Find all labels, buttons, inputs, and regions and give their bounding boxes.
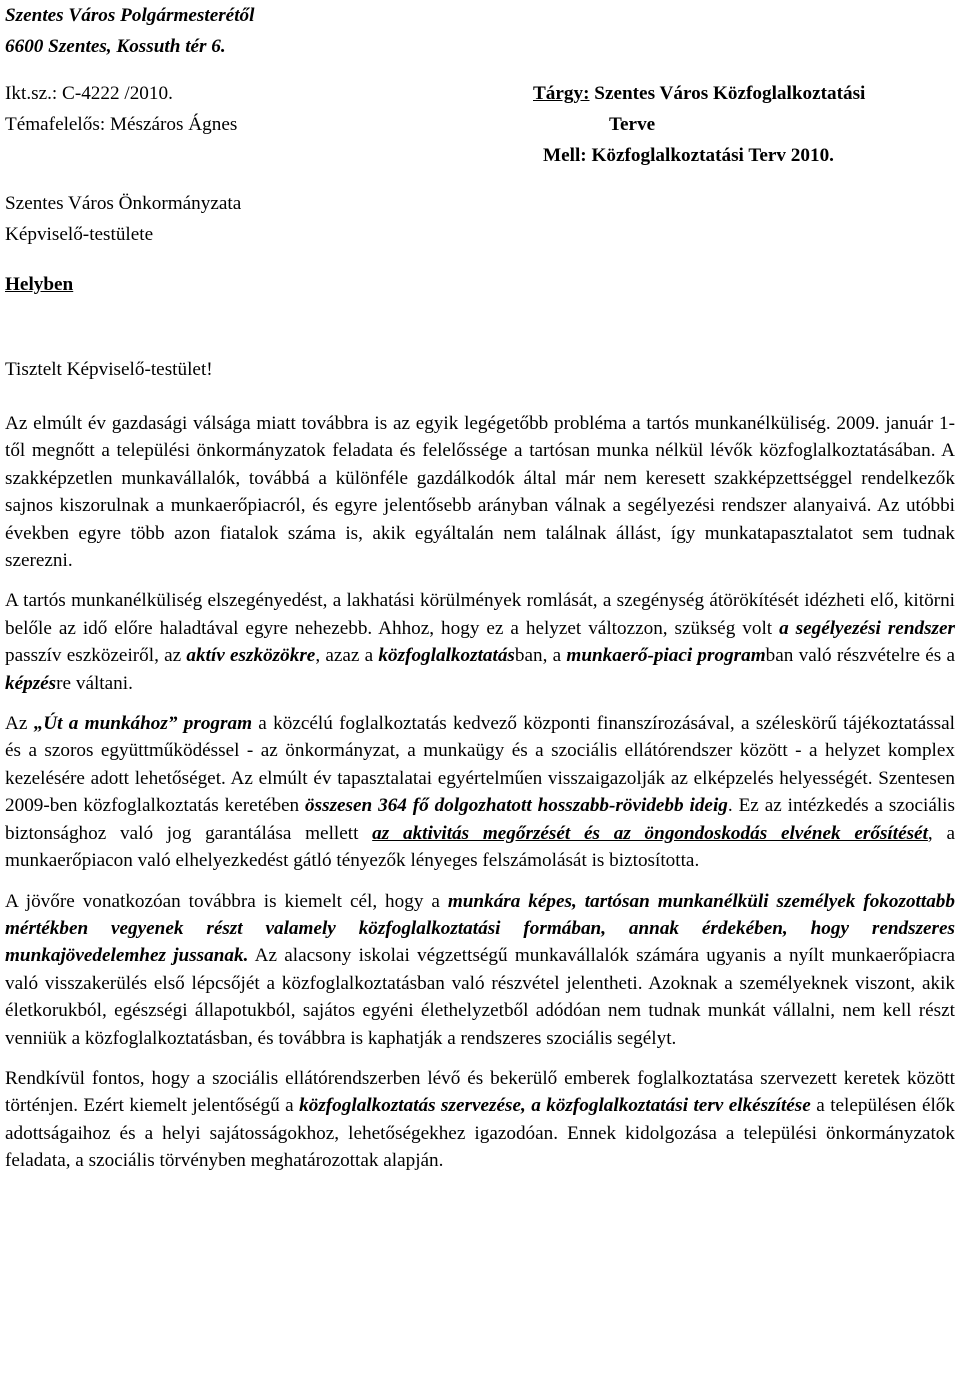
addressee-line-2: Képviselő-testülete [5,224,154,245]
paragraph-text: ban való részvételre és a [765,645,955,667]
emphasis-text: közfoglalkoztatás [378,645,515,667]
file-number: Ikt.sz.: C-4222 /2010. [5,83,173,104]
letter-page [5,0,955,1400]
emphasis-text: összesen 364 fő dolgozhatott hosszabb-rövidebb ideig [305,795,728,817]
paragraph-text: passzív eszközeiről, az [5,645,187,667]
sender-block [5,0,254,62]
body-paragraph-3 [5,710,955,874]
paragraph-text: a településen élők adottságaihoz és a helyi sajátosságokhoz, lehetőségekhez igazodóan. Ennek kidolgozása a települési önkormányzatok feladata, a szociális törvényben meghatározottak alapján. [5,1095,955,1172]
body-paragraph-1 [5,410,955,574]
body-paragraph-4 [5,888,955,1052]
attachment-line: Mell: Közfoglalkoztatási Terv 2010. [543,145,834,166]
paragraph-text: A jövőre vonatkozóan továbbra is kiemelt cél, hogy a [5,890,448,912]
emphasis-text: munkára képes, tartósan munkanélküli személyek fokozottabb mértékben vegyenek részt valamely közfoglalkoztatási formában, annak érdekében, hogy rendszeres munkajövedelemhez jussanak. [5,890,955,967]
subject-continuation: Terve [609,114,656,135]
addressee-line-1: Szentes Város Önkormányzata [5,193,242,214]
emphasis-text: a segélyezési rendszer [779,617,955,639]
emphasis-text: aktív eszközökre [186,645,316,667]
paragraph-text: , a munkaerőpiacon való elhelyezkedést gátló tényezők lényeges felszámolását is biztosította. [5,822,955,872]
case-officer: Témafelelős: Mészáros Ágnes [5,114,238,135]
body-paragraph-5 [5,1065,955,1175]
addressee-block [5,188,241,250]
sender-address: 6600 Szentes, Kossuth tér 6. [5,36,226,57]
subject-text: Szentes Város Közfoglalkoztatási [589,83,866,104]
paragraph-text: Az alacsony iskolai végzettségű munkavállalók számára ugyanis a nyílt munkaerőpiacra való visszakerülés első lépcsőjét a közfoglalkoztatásban való részvétel jelentheti. Azoknak a személyeknek viszont, akik életkorukból, egészségi állapotukból, sajátos egyéni élethelyzetből adódóan nem tudnak munkát vállalni, nem kell részt venniük a közfoglalkoztatásban, és továbbra is kaphatják a rendszeres szociális segélyt. [5,945,955,1049]
sender-name: Szentes Város Polgármesterétől [5,5,255,26]
subject-block [533,78,865,171]
emphasis-text: az aktivitás megőrzését és az öngondoskodás elvének erősítését [372,822,928,844]
salutation: Tisztelt Képviselő-testület! [5,359,213,380]
subject-label: Tárgy: [533,83,590,104]
paragraph-text: Rendkívül fontos, hogy a szociális ellátórendszerben lévő és bekerülő emberek foglalkoztatása szervezett keretek között történjen. Ezért kiemelt jelentőségű a [5,1067,955,1117]
paragraph-text: Az [5,713,34,735]
paragraph-text: . Ez az intézkedés a szociális biztonsághoz való jog garantálása mellett [5,795,955,844]
locality-label: Helyben [5,274,74,295]
paragraph-text: A tartós munkanélküliség elszegényedést, a lakhatási körülmények romlását, a szegénység átörökítését idézheti elő, kitörni belőle az idő előre haladtával egyre nehezebb. Ahhoz, hogy ez a helyzet változzon, szükség volt [5,590,955,639]
letter-body [5,410,955,1188]
subject-line [533,78,865,109]
paragraph-text: ban, a [514,645,567,667]
paragraph-text: a közcélú foglalkoztatás kedvező központi finanszírozásával, a széleskörű tájékoztatással és a szoros együttműködéssel - az önkormányzat, a munkaügy és a szociális ellátórendszer között - a helyzet komplex kezelésére adott lehetőséget. Az elmúlt év tapasztalatai egyértelműen visszaigazolják az elképzelés helyességét. Szentesen 2009-ben közfoglalkoztatás keretében [5,713,955,817]
paragraph-text: re váltani. [56,672,133,694]
body-paragraph-2 [5,587,955,697]
emphasis-text: képzés [5,672,57,694]
emphasis-text: „Út a munkához” program [33,713,252,735]
reference-block [5,78,237,140]
emphasis-text: munkaerő-piaci program [566,645,766,667]
paragraph-text: , azaz a [315,645,379,667]
emphasis-text: közfoglalkoztatás szervezése, a közfoglalkoztatási terv elkészítése [299,1095,811,1117]
paragraph-text: Az elmúlt év gazdasági válsága miatt továbbra is az egyik legégetőbb probléma a tartós munkanélküliség. 2009. január 1-től megnőtt a települési önkormányzatok feladata és felelőssége a tartósan munka nélkül lévők közfoglalkoztatásában. A szakképzetlen munkavállalók, továbbá a különféle gazdálkodók által már nem keresett szakképzettséggel rendelkezők sajnos kiszorulnak a munkaerőpiacról, és egyre jelentősebb arányban válnak a segélyezési rendszer alanyaivá. Az utóbbi években egyre több azon fiatalok száma is, akik egyáltalán nem találnak állást, így munkatapasztalatot sem tudnak szerezni. [5,413,955,572]
